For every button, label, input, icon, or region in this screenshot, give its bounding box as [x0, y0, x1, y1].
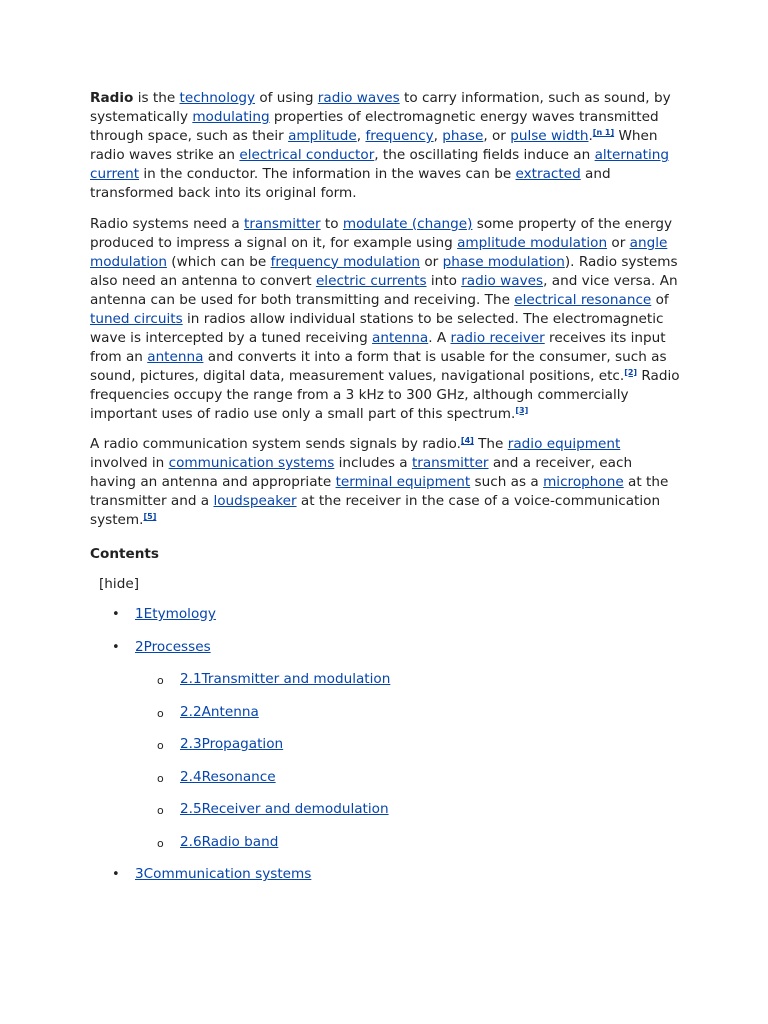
text-run: such as a: [470, 474, 544, 490]
toc-link[interactable]: 2.6Radio band: [180, 833, 279, 850]
toc-link[interactable]: 2.4Resonance: [180, 768, 276, 785]
wiki-link[interactable]: antenna: [372, 329, 429, 346]
wiki-link[interactable]: electrical resonance: [514, 291, 652, 308]
text-run: some property of the energy produced to impress a signal on it, for example using: [90, 215, 673, 251]
text-run: ). Radio systems also need an antenna to convert: [90, 253, 678, 289]
toc-link[interactable]: 1Etymology: [135, 606, 216, 622]
text-run: in the conductor. The information in the waves can be: [139, 166, 516, 182]
text-run: or: [420, 253, 443, 270]
citation-ref[interactable]: [143, 512, 156, 521]
wiki-link[interactable]: radio waves: [317, 90, 400, 106]
text-run: , or: [483, 128, 511, 144]
wiki-link[interactable]: transmitter: [244, 215, 321, 232]
text-run: The: [473, 436, 508, 452]
paragraph-intro: [90, 89, 680, 203]
text-run: .: [588, 128, 593, 144]
text-run: When radio waves strike an: [90, 128, 658, 163]
circle-bullet-icon: o: [157, 674, 164, 687]
table-of-contents: [90, 605, 680, 898]
citation-link[interactable]: [5]: [143, 512, 157, 521]
text-run: Radio frequencies occupy the range from a 3 kHz to 300 GHz, although commercially important uses of radio use only a small part of this spectrum.: [90, 367, 680, 422]
toc-item: [90, 703, 680, 736]
toc-hide-toggle[interactable]: [hide]: [99, 576, 139, 592]
wiki-link[interactable]: alternating current: [90, 147, 670, 182]
toc-item: [90, 670, 680, 703]
wiki-link[interactable]: phase: [442, 128, 484, 144]
text-run: and transformed back into its original form.: [90, 166, 611, 201]
wiki-link[interactable]: technology: [179, 90, 255, 106]
wiki-link[interactable]: electric currents: [315, 272, 427, 289]
wiki-link[interactable]: amplitude: [288, 128, 357, 144]
bullet-icon: •: [112, 607, 120, 622]
text-run: or: [607, 234, 630, 251]
wiki-link[interactable]: modulate (change): [342, 215, 473, 232]
text-run: of: [651, 291, 669, 308]
wiki-link[interactable]: transmitter: [411, 455, 489, 471]
wiki-link[interactable]: pulse width: [510, 128, 589, 144]
wiki-link[interactable]: electrical conductor: [239, 147, 375, 163]
wiki-link[interactable]: radio receiver: [450, 329, 545, 346]
wiki-link[interactable]: tuned circuits: [90, 310, 183, 327]
toc-item: [90, 735, 680, 768]
text-run: A radio communication system sends signals by radio.: [90, 436, 461, 452]
circle-bullet-icon: o: [157, 836, 164, 850]
text-run: ,: [356, 128, 366, 144]
wiki-link[interactable]: amplitude modulation: [457, 234, 608, 251]
paragraph-systems: [90, 215, 680, 424]
toc-link[interactable]: 2.1Transmitter and modulation: [180, 671, 391, 687]
wiki-link[interactable]: extracted: [515, 166, 581, 182]
wiki-link[interactable]: radio waves: [461, 272, 544, 289]
wiki-link[interactable]: loudspeaker: [213, 493, 297, 509]
circle-bullet-icon: o: [157, 771, 164, 785]
wiki-link[interactable]: frequency: [365, 128, 434, 144]
citation-ref[interactable]: [515, 406, 528, 415]
citation-link[interactable]: [3]: [515, 405, 529, 415]
text-run: to carry information, such as sound, by systematically: [90, 90, 671, 125]
wiki-link[interactable]: communication systems: [168, 455, 335, 471]
citation-link[interactable]: [2]: [624, 367, 638, 377]
wiki-link[interactable]: phase modulation: [442, 253, 565, 270]
toc-link[interactable]: 3Communication systems: [135, 866, 312, 882]
text-run: and converts it into a form that is usable for the consumer, such as sound, pictures, digital data, measurement values, navigational positions, etc.: [90, 348, 667, 384]
text-run: (which can be: [166, 253, 271, 270]
citation-ref[interactable]: [593, 128, 614, 137]
text-run: , and vice versa. An antenna can be used for both transmitting and receiving. The: [90, 272, 678, 308]
toc-item: [90, 768, 680, 801]
citation-link[interactable]: [4]: [460, 436, 474, 445]
wiki-link[interactable]: radio equipment: [507, 436, 621, 452]
citation-link[interactable]: [n 1]: [592, 128, 615, 137]
text-run: at the transmitter and a: [90, 474, 669, 509]
toc-item: [90, 638, 680, 671]
wiki-link[interactable]: angle modulation: [90, 234, 668, 270]
circle-bullet-icon: o: [157, 804, 164, 817]
toc-link[interactable]: 2.5Receiver and demodulation: [180, 801, 389, 817]
circle-bullet-icon: o: [157, 706, 164, 720]
text-run: , the oscillating fields induce an: [374, 147, 595, 163]
text-run: is the: [133, 90, 180, 106]
toc-item: [90, 605, 680, 638]
text-run: and a receiver, each having an antenna and appropriate: [90, 455, 633, 490]
citation-ref[interactable]: [461, 436, 474, 445]
wiki-link[interactable]: microphone: [543, 474, 624, 490]
circle-bullet-icon: o: [157, 739, 164, 752]
toc-link[interactable]: 2.3Propagation: [180, 736, 284, 752]
bullet-icon: •: [112, 639, 120, 655]
article-title-term: Radio: [90, 90, 134, 106]
paragraph-communication: [90, 435, 680, 530]
text-run: at the receiver in the case of a voice-communication system.: [90, 493, 661, 528]
text-run: includes a: [334, 455, 412, 471]
bullet-icon: •: [112, 867, 120, 882]
text-run: properties of electromagnetic energy waves transmitted through space, such as their: [90, 109, 659, 144]
text-run: . A: [428, 329, 451, 346]
article-body: [90, 89, 680, 898]
wiki-link[interactable]: terminal equipment: [335, 474, 471, 490]
wiki-link[interactable]: antenna: [147, 348, 204, 365]
text-run: receives its input from an: [90, 329, 666, 365]
toc-link[interactable]: 2.2Antenna: [180, 703, 259, 720]
toc-item: [90, 833, 680, 866]
text-run: into: [426, 272, 462, 289]
toc-item: [90, 800, 680, 833]
toc-link[interactable]: 2Processes: [135, 638, 211, 655]
text-run: in radios allow individual stations to be selected. The electromagnetic wave is intercepted by a tuned receiving: [90, 310, 664, 346]
text-run: involved in: [90, 455, 169, 471]
citation-ref[interactable]: [624, 368, 637, 377]
wiki-link[interactable]: frequency modulation: [270, 253, 421, 270]
text-run: to: [320, 215, 343, 232]
wiki-link[interactable]: modulating: [192, 109, 270, 125]
toc-title: Contents: [90, 546, 159, 562]
toc-item: [90, 865, 680, 898]
text-run: ,: [433, 128, 443, 144]
text-run: Radio systems need a: [90, 215, 245, 232]
text-run: of using: [255, 90, 318, 106]
